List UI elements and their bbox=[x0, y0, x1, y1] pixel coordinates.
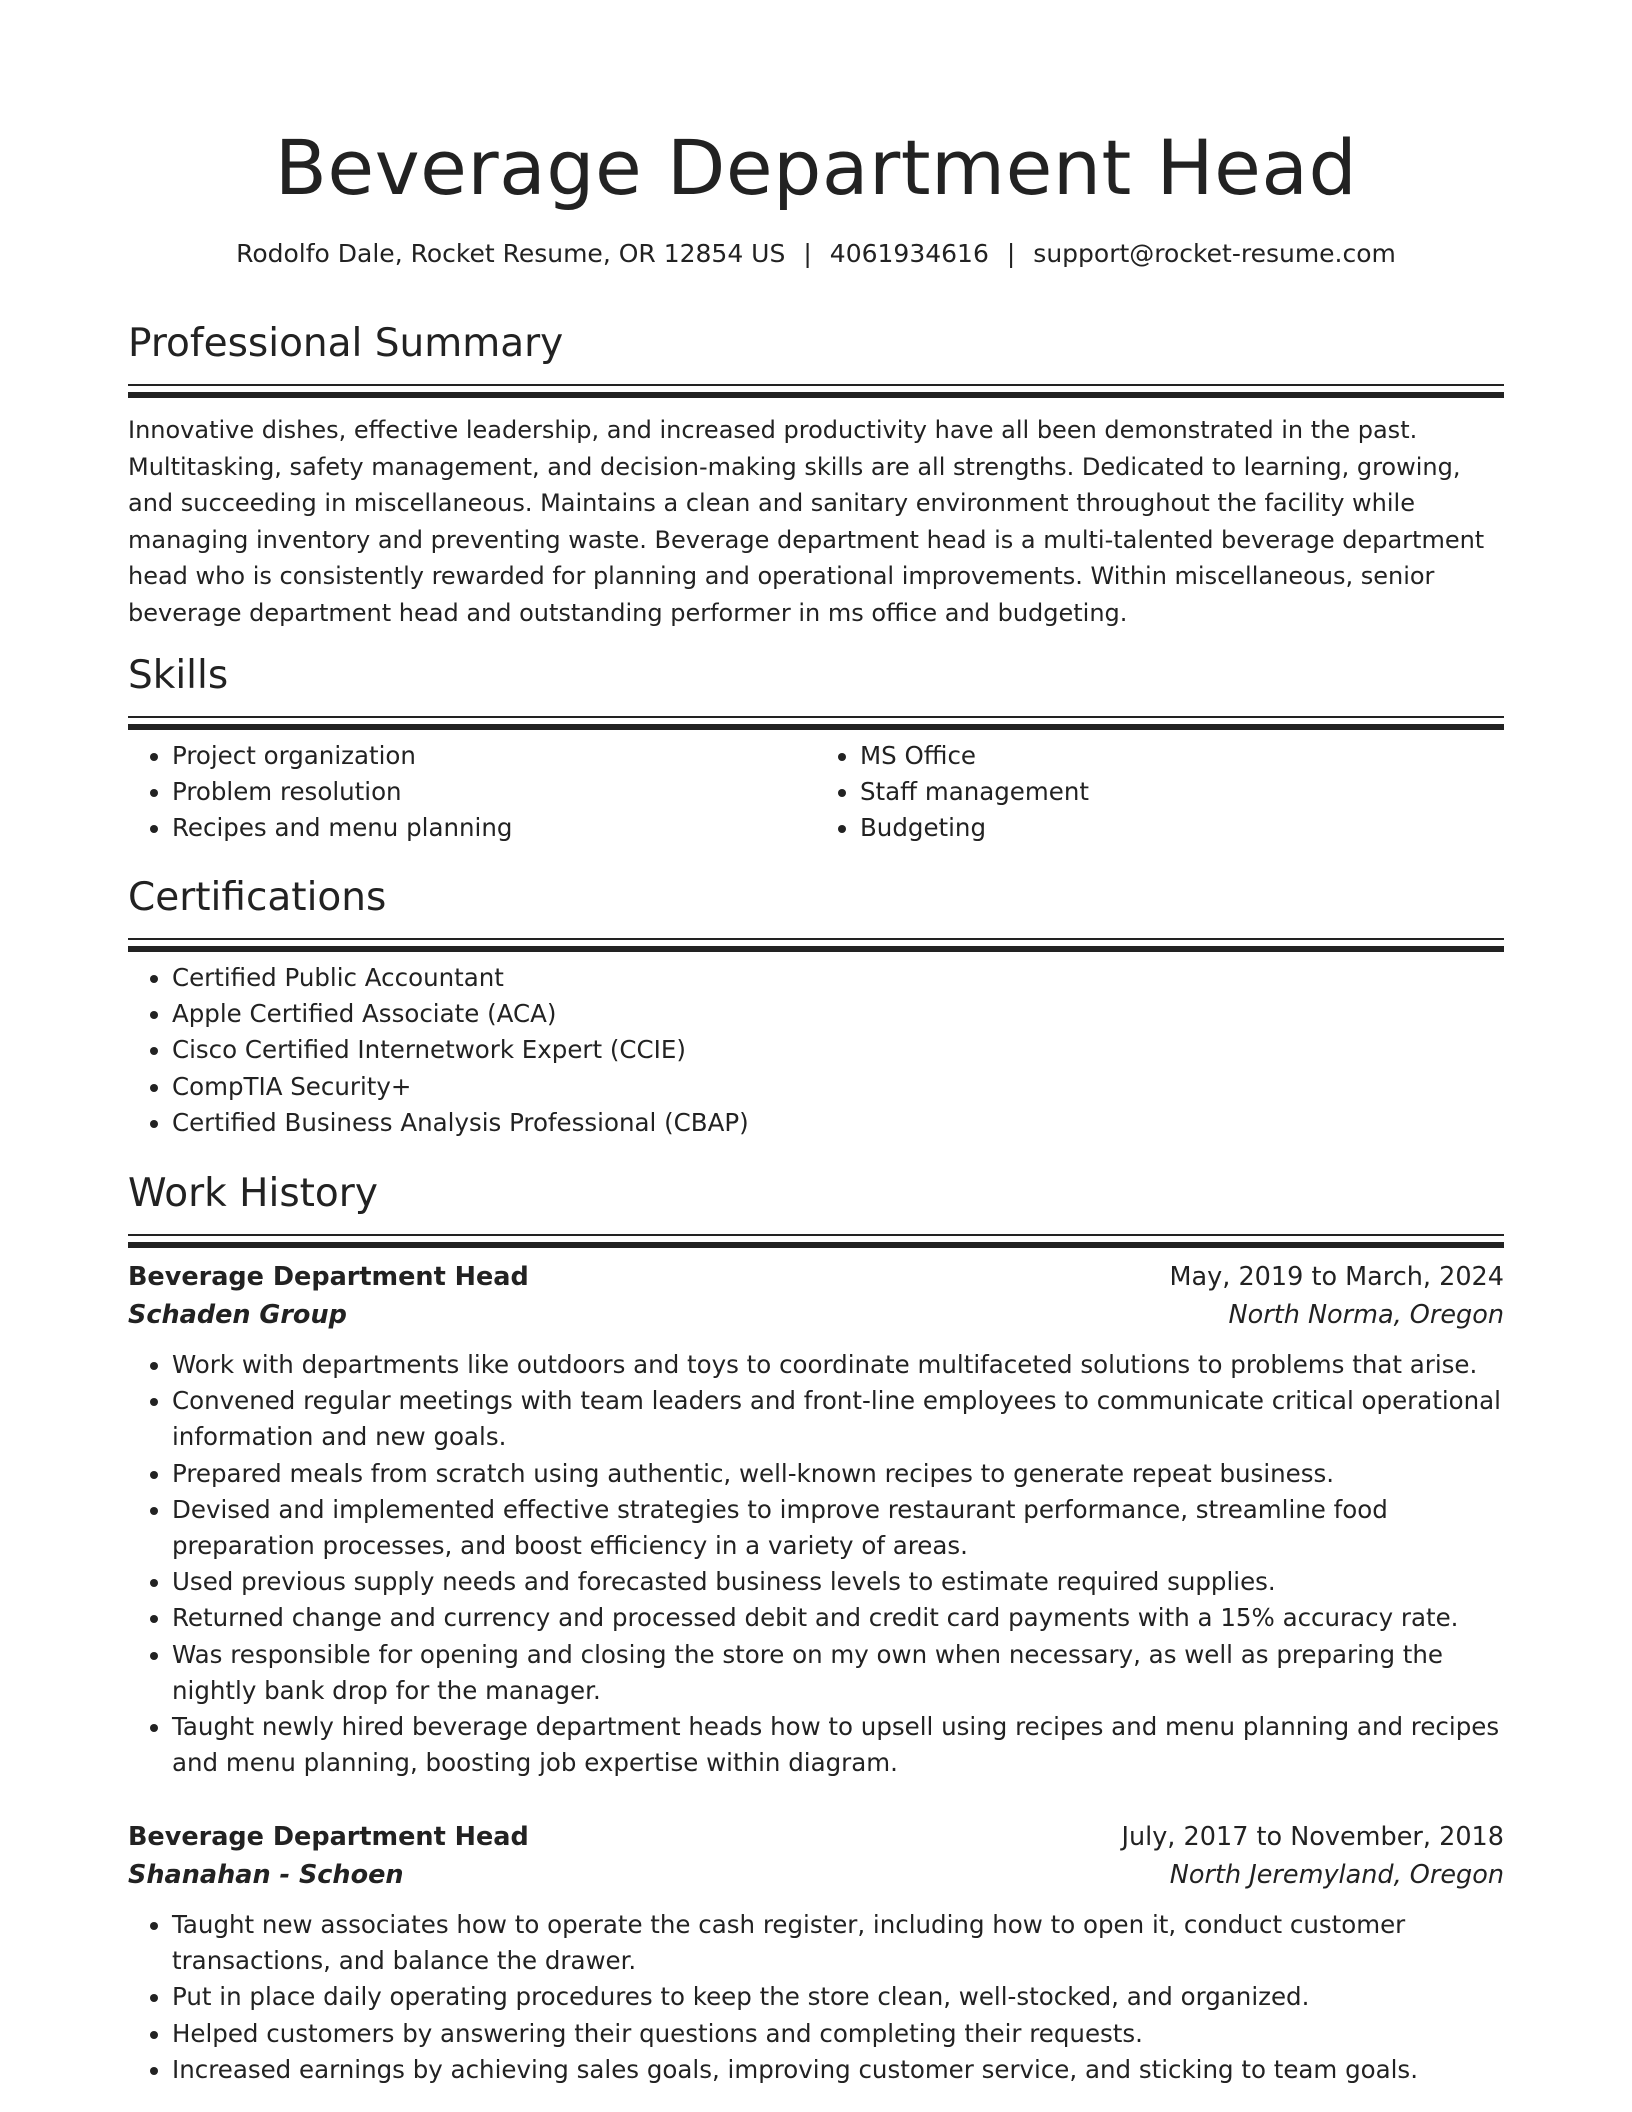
job-location: North Norma, Oregon bbox=[1228, 1300, 1504, 1330]
job-title: Beverage Department Head bbox=[128, 1262, 529, 1292]
job-dates: July, 2017 to November, 2018 bbox=[1121, 1822, 1504, 1852]
summary-text: Innovative dishes, effective leadership, and increased productivity have all been demonstrated in the past. Multitasking, safety management, and decision-making skills are all strengths. Dedicated to learning, growing, and succeeding in miscellaneous. Maintains a clean and sanitary environment throughout the facility while managing inventory and preventing waste. Beverage department head is a multi-talented beverage department head who is consistently rewarded for planning and operational improvements. Within miscellaneous, senior beverage department head and outstanding performer in ms office and budgeting. bbox=[128, 416, 1485, 627]
job-entry bbox=[128, 1818, 1504, 2088]
professional-summary-section bbox=[128, 318, 1504, 631]
job-bullet-list bbox=[128, 1907, 1504, 2088]
contact-phone: 4061934616 bbox=[829, 239, 989, 268]
job-subheader bbox=[128, 1296, 1504, 1334]
skill-item: • Problem resolution bbox=[172, 774, 816, 810]
job-bullet: • Used previous supply needs and forecasted business levels to estimate required supplies. bbox=[172, 1564, 1504, 1600]
job-bullet-list bbox=[128, 1347, 1504, 1781]
section-title-summary: Professional Summary bbox=[128, 321, 564, 366]
job-title: Beverage Department Head bbox=[128, 1822, 529, 1852]
skill-item: • Budgeting bbox=[860, 810, 1504, 846]
section-title-work-history: Work History bbox=[128, 1171, 378, 1216]
job-subheader bbox=[128, 1856, 1504, 1894]
work-history-section bbox=[128, 1168, 1504, 1236]
job-bullet: • Prepared meals from scratch using authentic, well-known recipes to generate repeat business. bbox=[172, 1456, 1504, 1492]
skills-list-left bbox=[128, 738, 816, 847]
job-bullet: • Convened regular meetings with team leaders and front-line employees to communicate critical operational information and new goals. bbox=[172, 1383, 1504, 1455]
section-divider bbox=[128, 938, 1504, 940]
job-bullet: • Taught new associates how to operate the cash register, including how to open it, conduct customer transactions, and balance the drawer. bbox=[172, 1907, 1504, 1979]
job-bullet: • Returned change and currency and processed debit and credit card payments with a 15% accuracy rate. bbox=[172, 1600, 1504, 1636]
skills-columns bbox=[128, 738, 1504, 847]
certification-item: • Cisco Certified Internetwork Expert (CCIE) bbox=[172, 1032, 1504, 1068]
skill-item: • Staff management bbox=[860, 774, 1504, 810]
certification-item: • Certified Business Analysis Professional (CBAP) bbox=[172, 1105, 1504, 1141]
job-bullet: • Put in place daily operating procedures to keep the store clean, well-stocked, and organized. bbox=[172, 1979, 1504, 2015]
contact-separator: | bbox=[1006, 239, 1016, 268]
job-header bbox=[128, 1818, 1504, 1856]
skill-item: • MS Office bbox=[860, 738, 1504, 774]
resume-title: Beverage Department Head bbox=[274, 123, 1358, 212]
contact-email: support@rocket-resume.com bbox=[1033, 239, 1396, 268]
contact-address: Rodolfo Dale, Rocket Resume, OR 12854 US bbox=[236, 239, 786, 268]
section-title-certifications: Certifications bbox=[128, 875, 387, 920]
section-divider bbox=[128, 716, 1504, 718]
job-bullet: • Helped customers by answering their questions and completing their requests. bbox=[172, 2016, 1504, 2052]
certifications-list bbox=[128, 960, 1504, 1141]
section-title-skills: Skills bbox=[128, 653, 229, 698]
certification-item: • CompTIA Security+ bbox=[172, 1069, 1504, 1105]
job-entry bbox=[128, 1258, 1504, 1781]
skill-item: • Recipes and menu planning bbox=[172, 810, 816, 846]
job-company: Shanahan - Schoen bbox=[128, 1860, 404, 1890]
job-location: North Jeremyland, Oregon bbox=[1169, 1860, 1504, 1890]
job-dates: May, 2019 to March, 2024 bbox=[1169, 1262, 1504, 1292]
job-company: Schaden Group bbox=[128, 1300, 347, 1330]
contact-separator: | bbox=[803, 239, 812, 268]
job-bullet: • Was responsible for opening and closing the store on my own when necessary, as well as preparing the nightly bank drop for the manager. bbox=[172, 1637, 1504, 1709]
job-bullet: • Devised and implemented effective strategies to improve restaurant performance, streamline food preparation processes, and boost efficiency in a variety of areas. bbox=[172, 1492, 1504, 1564]
skills-list-right bbox=[816, 738, 1504, 847]
section-divider bbox=[128, 1234, 1504, 1236]
job-header bbox=[128, 1258, 1504, 1296]
job-bullet: • Work with departments like outdoors and toys to coordinate multifaceted solutions to problems that arise. bbox=[172, 1347, 1504, 1383]
section-divider bbox=[128, 384, 1504, 386]
job-bullet: • Taught newly hired beverage department heads how to upsell using recipes and menu planning and recipes and menu planning, boosting job expertise within diagram. bbox=[172, 1709, 1504, 1781]
job-bullet: • Increased earnings by achieving sales goals, improving customer service, and sticking to team goals. bbox=[172, 2052, 1504, 2088]
certifications-section bbox=[128, 872, 1504, 1141]
skill-item: • Project organization bbox=[172, 738, 816, 774]
contact-line bbox=[128, 236, 1504, 272]
certification-item: • Apple Certified Associate (ACA) bbox=[172, 996, 1504, 1032]
skills-section bbox=[128, 650, 1504, 847]
certification-item: • Certified Public Accountant bbox=[172, 960, 1504, 996]
resume-page bbox=[128, 0, 1504, 2084]
